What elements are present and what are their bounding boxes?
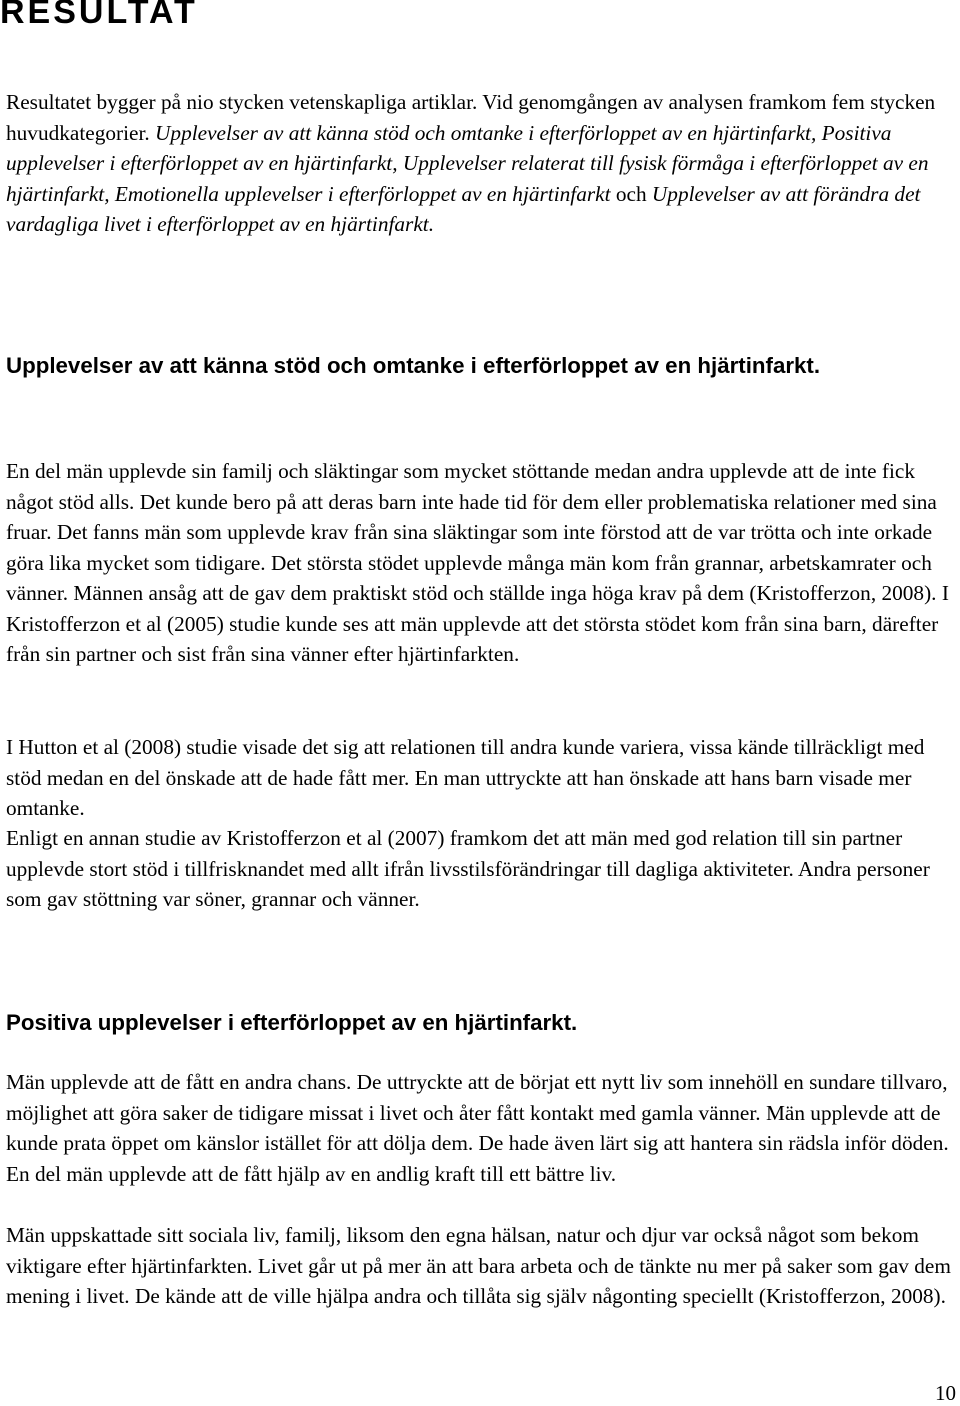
section1-paragraph-2: I Hutton et al (2008) studie visade det sig att relationen till andra kunde variera, vissa kände tillräckligt med stöd medan en del önskade att de hade fått mer. En man uttryckte att han önskade att hans barn visade mer omtanke. <box>6 735 925 820</box>
category-last-italic: Upplevelser av att förändra det vardagliga livet i efterförloppet av en hjärtinfarkt. <box>6 181 921 236</box>
intro-text: Resultatet bygger på nio stycken vetenskapliga artiklar. Vid genomgången av analysen framkom fem stycken huvudkategorier. <box>6 90 936 145</box>
section1-paragraph-3: Enligt en annan studie av Kristofferzon et al (2007) framkom det att män med god relation till sin partner upplevde stort stöd i tillfrisknandet med allt ifrån livsstilsförändringar till dagliga aktiviteter. Andra personer som gav stöttning var söner, grannar och vänner. <box>6 826 930 911</box>
category-list-italic: Upplevelser av att känna stöd och omtanke i efterförloppet av en hjärtinfarkt, Positiva upplevelser i efterförloppet av en hjärtinfarkt, Upplevelser relaterat till fysisk förmåga i efterförloppet av en hjärtinfarkt, Emotionella upplevelser i efterförloppet av en hjärtinfarkt <box>6 120 929 206</box>
section2-paragraph-1: Män upplevde att de fått en andra chans. De uttryckte att de börjat ett nytt liv som innehöll en sundare tillvaro, möjlighet att göra saker de tidigare missat i livet och åter fått kontakt med gamla vänner. Män upplevde att de kunde prata öppet om känslor istället för att dölja dem. De hade även lärt sig att hantera sin rädsla inför döden. En del män upplevde att de fått hjälp av en andlig kraft till ett bättre liv. <box>6 1070 949 1186</box>
section-heading-support: Upplevelser av att känna stöd och omtanke i efterförloppet av en hjärtinfarkt. <box>6 353 821 378</box>
page-title: RESULTAT <box>0 0 198 31</box>
section-heading-positive: Positiva upplevelser i efterförloppet av en hjärtinfarkt. <box>6 1010 578 1035</box>
page-number: 10 <box>935 1381 956 1405</box>
section1-paragraph-1: En del män upplevde sin familj och släktingar som mycket stöttande medan andra upplevde att de inte fick något stöd alls. Det kunde bero på att deras barn inte hade tid för dem eller problematiska relationer med sina fruar. Det fanns män som upplevde krav från sina släktingar som inte förstod att de var trötta och inte orkade göra lika mycket som tidigare. Det största stödet upplevde många män kom från grannar, arbetskamrater och vänner. Männen ansåg att de gav dem praktiskt stöd och ställde inga höga krav på dem (Kristofferzon, 2008). I Kristofferzon et al (2005) studie kunde ses att män upplevde att det största stödet kom från sina barn, därefter från sin partner och sist från sina vänner efter hjärtinfarkten. <box>6 459 949 666</box>
intro-paragraph <box>6 87 958 240</box>
conjunction-text: och <box>610 181 652 206</box>
section2-paragraph-2: Män uppskattade sitt sociala liv, familj, liksom den egna hälsan, natur och djur var också något som bekom viktigare efter hjärtinfarkten. Livet går ut på mer än att bara arbeta och de tänkte nu mer på saker som gav dem mening i livet. De kände att de ville hjälpa andra och tillåta sig själv någonting speciellt (Kristofferzon, 2008). <box>6 1223 951 1308</box>
